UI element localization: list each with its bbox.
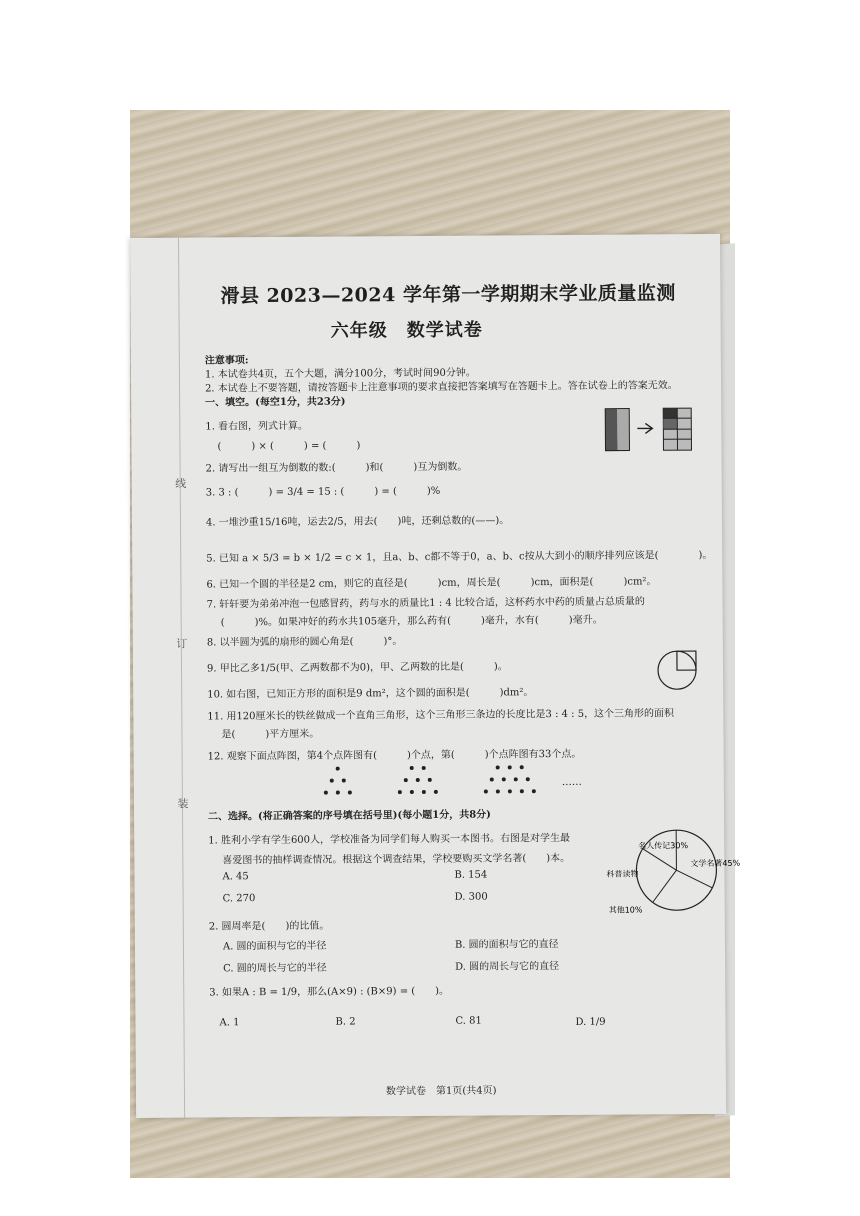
binding-margin — [130, 238, 189, 1118]
choice-1-option-b: B. 154 — [454, 869, 488, 881]
choice-question-2: 2. 圆周率是( )的比值。 — [208, 920, 330, 933]
notes-heading: 注意事项: — [204, 355, 249, 367]
choice-question-1-line-2: 喜爱图书的抽样调查情况。根据这个调查结果，学校要购买文学名著( )本。 — [222, 852, 571, 867]
section1-heading: 一、填空。(每空1分，共23分) — [205, 396, 346, 409]
dot — [514, 777, 518, 781]
exam-title: 滑县 2023—2024 学年第一学期期末学业质量监测 — [220, 282, 676, 308]
exam-sheet — [130, 234, 741, 1118]
pie-label-literature: 文学名著45% — [690, 858, 741, 869]
dot — [324, 791, 328, 795]
dot — [410, 766, 414, 770]
pie-label-biography: 名人传记30% — [638, 841, 689, 851]
dot — [520, 789, 524, 793]
choice-3-option-d: D. 1/9 — [575, 1016, 606, 1028]
dot — [496, 789, 500, 793]
choice-2-option-d: D. 圆的周长与它的直径 — [455, 961, 560, 973]
photo-background — [130, 110, 741, 1178]
dot — [398, 790, 402, 794]
dot-pattern-ellipsis: …… — [561, 776, 582, 788]
question-12: 12. 观察下面点阵图，第4个点阵图有( )个点，第( )个点阵图有33个点。 — [207, 748, 582, 763]
dot — [532, 789, 536, 793]
page-footer: 数学试卷 第1页(共4页) — [385, 1085, 497, 1098]
dot — [410, 790, 414, 794]
choice-3-option-c: C. 81 — [455, 1015, 482, 1027]
question-4: 4. 一堆沙重15/16吨，运去2/5，用去( )吨，还剩总数的(——)。 — [205, 515, 510, 529]
dot — [336, 767, 340, 771]
dot — [422, 766, 426, 770]
dot — [508, 789, 512, 793]
exam-subtitle: 六年级 数学试卷 — [330, 319, 483, 342]
dot — [496, 765, 500, 769]
question-3: 3. 3 : ( ) = 3/4 = 15 : ( ) = ( )% — [205, 485, 441, 499]
choice-2-option-a: A. 圆的面积与它的半径 — [222, 940, 327, 953]
question-9: 9. 甲比乙多1/5(甲、乙两数都不为0)，甲、乙两数的比是( )。 — [206, 661, 508, 675]
binding-mark-line: 线 — [173, 477, 187, 489]
note-item-2: 2. 本试卷上不要答题，请按答题卡上注意事项的要求直接把答案填写在答题卡上。答在试卷上的答案无效。 — [205, 380, 678, 395]
question-7-line-2: ( )%。如果冲好的药水共105毫升，那么药有( )毫升，水有( )毫升。 — [220, 614, 603, 629]
dot — [330, 779, 334, 783]
dot — [428, 778, 432, 782]
question-5: 5. 已知 a × 5/3 = b × 1/2 = c × 1，且a、b、c都不等于0，a、b、c按从大到小的顺序排列应该是( )。 — [206, 549, 713, 565]
fraction-figure — [605, 406, 697, 453]
dot — [434, 790, 438, 794]
question-8: 8. 以半圆为弧的扇形的圆心角是( )°。 — [206, 636, 403, 649]
binding-mark-staple: 订 — [174, 637, 188, 649]
pie-label-other: 其他10% — [608, 905, 643, 915]
dot — [526, 777, 530, 781]
question-11-line-1: 11. 用120厘米长的铁丝做成一个直角三角形，这个三角形三条边的长度比是3 : 4 : 5，这个三角形的面积 — [207, 708, 675, 723]
question-6: 6. 已知一个圆的半径是2 cm，则它的直径是( )cm，周长是( )cm，面积是( )cm²。 — [206, 576, 657, 591]
choice-2-option-b: B. 圆的面积与它的直径 — [454, 939, 559, 951]
dot — [502, 777, 506, 781]
choice-2-option-c: C. 圆的周长与它的半径 — [223, 962, 327, 975]
note-item-1: 1. 本试卷共4页，五个大题，满分100分，考试时间90分钟。 — [204, 367, 476, 381]
choice-3-option-b: B. 2 — [335, 1016, 356, 1028]
choice-question-1-line-1: 1. 胜利小学有学生600人，学校准备为同学们每人购买一本图书。右图是对学生最 — [208, 832, 571, 847]
dot — [520, 765, 524, 769]
dot — [416, 778, 420, 782]
choice-3-option-a: A. 1 — [219, 1017, 240, 1029]
binding-mark-bind: 装 — [175, 797, 189, 809]
dot — [422, 790, 426, 794]
question-2: 2. 请写出一组互为倒数的数:( )和( )互为倒数。 — [205, 461, 468, 475]
question-11-line-2: 是( )平方厘米。 — [221, 728, 320, 741]
circle-square-figure — [655, 648, 701, 692]
dot — [336, 791, 340, 795]
dot — [508, 765, 512, 769]
choice-1-option-c: C. 270 — [222, 893, 256, 905]
reading-pie-chart — [604, 824, 741, 917]
section2-heading: 二、选择。(将正确答案的序号填在括号里)(每小题1分，共8分) — [208, 809, 491, 823]
question-10: 10. 如右图，已知正方形的面积是9 dm²，这个圆的面积是( )dm²。 — [207, 687, 534, 701]
dot — [404, 778, 408, 782]
dot — [348, 790, 352, 794]
question-1-blank: ( ) × ( ) = ( ) — [217, 440, 361, 453]
dot — [342, 779, 346, 783]
pie-label-science: 科普读物 — [606, 869, 639, 879]
dot — [484, 790, 488, 794]
dot — [490, 777, 494, 781]
choice-1-option-a: A. 45 — [222, 871, 249, 883]
choice-1-option-d: D. 300 — [454, 891, 488, 903]
question-7-line-1: 7. 轩轩要为弟弟冲泡一包感冒药，药与水的质量比1 : 4 比较合适，这杯药水中药的质量占总质量的 — [206, 596, 645, 611]
choice-question-3: 3. 如果A : B = 1/9，那么(A×9) : (B×9) = ( )。 — [209, 985, 450, 999]
question-1: 1. 看右图，列式计算。 — [205, 420, 309, 433]
